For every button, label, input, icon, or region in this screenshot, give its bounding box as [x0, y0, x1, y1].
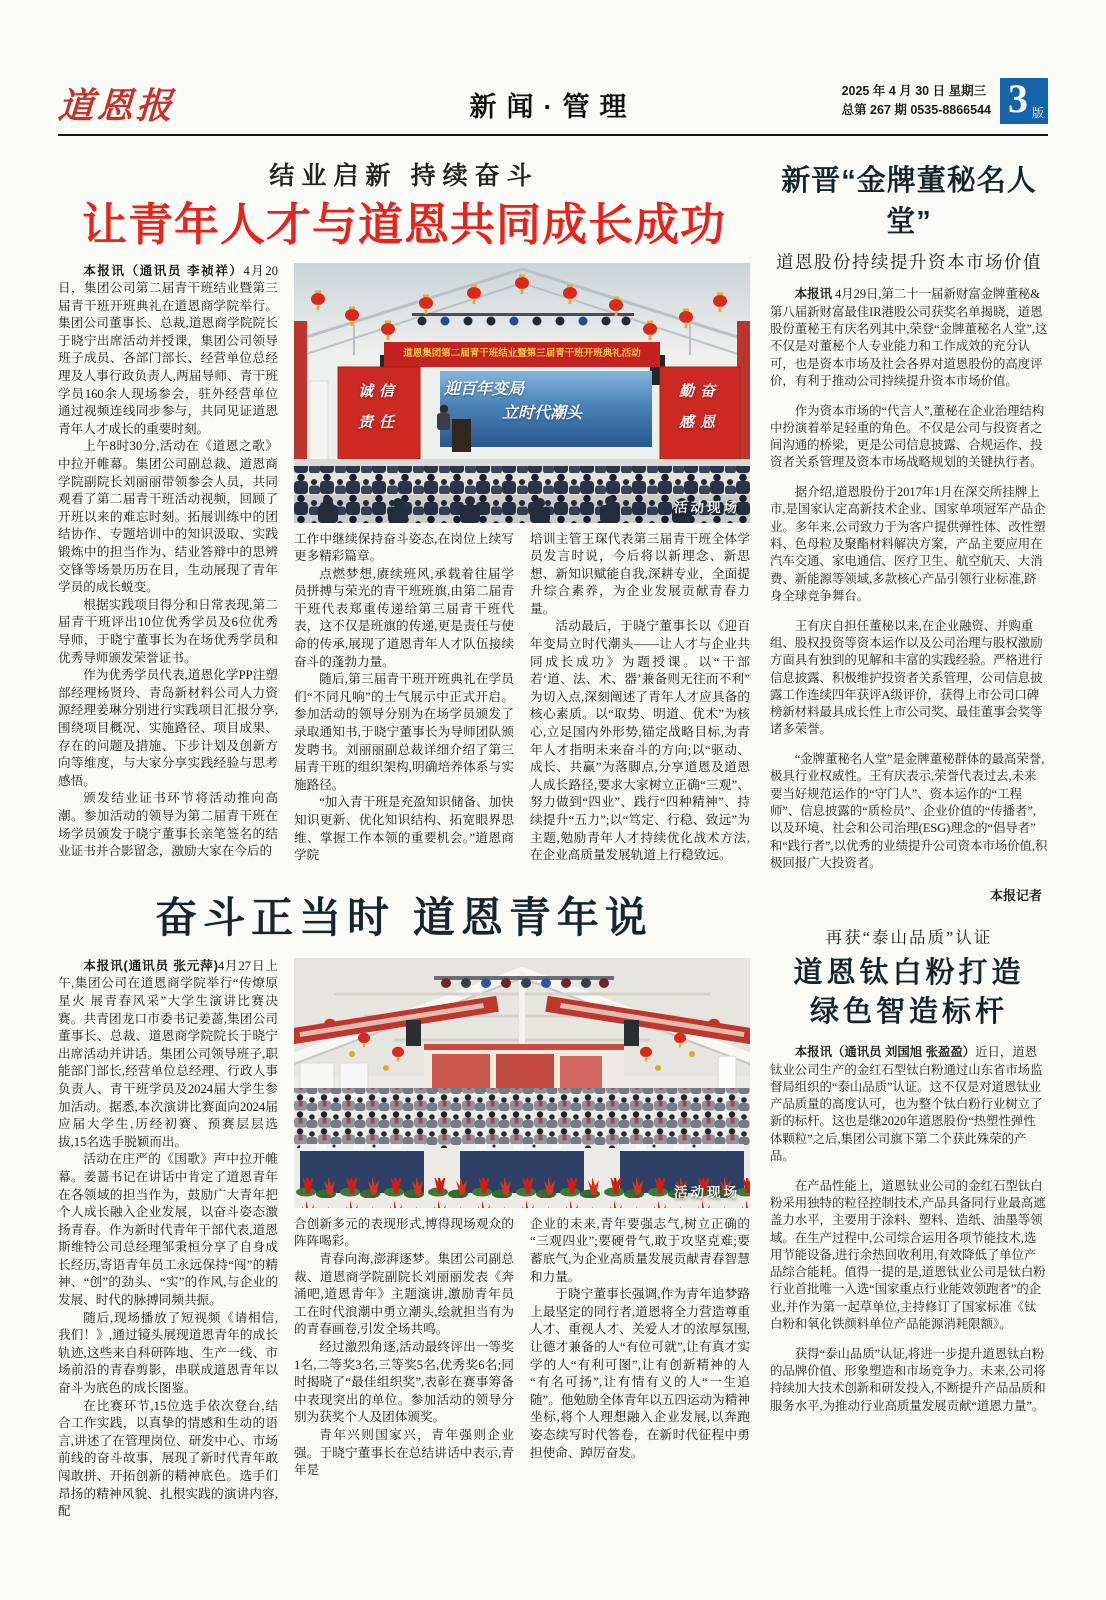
issue-line: 总第 267 期 0535-8866544	[841, 103, 991, 117]
sidebar1-subhead: 道恩股份持续提升资本市场价值	[776, 252, 1042, 272]
contest-photo	[294, 958, 750, 1208]
page-number-box	[1000, 78, 1048, 124]
contest-photo-art	[294, 958, 750, 1208]
stage-panel-left-text	[339, 377, 419, 440]
article1-body	[58, 263, 750, 865]
article1-header	[58, 156, 750, 250]
paragraph: 在产品性能上，道恩钛业公司的金红石型钛白粉采用独特的粒径控制技术,产品具备同行业最高遮盖力水平，主要用于涂料、塑料、造纸、油墨等领域。在生产过程中,公司综合运用各项节能技术,选用节能设备,进行余热回收利用,有效降低了单位产品综合能耗。值得一提的是,道恩钛业公司是钛白粉行业首批唯一入选“国家重点行业能效领跑者”的企业,并作为第一起草单位,主持修订了国家标准《钛白粉和氧化铁颜料单位产品能源消耗限额》。	[770, 1178, 1046, 1332]
paragraph: 随后,第三届青干班开班典礼在学员们“不同凡响”的士气展示中正式开启。参加活动的领导分别为在场学员颁发了录取通知书,于晓宁董事长为导师团队颁发聘书。刘丽丽副总裁详细介绍了第三届青干班的组织架构,明确培养体系与实施路径。	[294, 672, 514, 792]
panel-left-line2: 责任	[357, 415, 400, 431]
paragraph: “金牌董秘名人堂”是金牌董秘群体的最高荣誉,极具行业权威性。王有庆表示,荣誉代表过去,未来要当好规范运作的“守门人”、资本运作的“工程师”、信息披露的“质检员”、企业价值的“传播者”,以及环境、社会和公司治理(ESG)理念的“倡导者”和“践行者”,以优秀的业绩提升公司资本市场价值,积极回报广大投资者。	[770, 752, 1048, 870]
paragraph: 在比赛环节,15位选手依次登台,结合工作实践，以真挚的情感和生动的语言,讲述了在管理岗位、研发中心、市场前线的奋斗故事，展现了新时代青年敢闯敢拼、开拓创新的精神底色。选手们昂扬的精神风貌、扎根实践的演讲内容,配	[58, 1398, 278, 1519]
issue-block	[842, 78, 1048, 124]
stage-banner-text: 道恩集团第二届青干班结业暨第三届青干班开班典礼活动	[403, 347, 641, 359]
paragraph: 培训主管王琛代表第三届青干班全体学员发言时说，今后将以新理念、新思想、新知识赋能自我,深耕专业，全面提升综合素养，为企业发展贡献青春力量。	[530, 531, 750, 616]
article1-col1	[58, 263, 278, 865]
paragraph: 上午8时30分,活动在《道恩之歌》中拉开帷幕。集团公司副总裁、道恩商学院副院长刘丽丽带领参会人员，共同观看了第二届青干班活动视频，回顾了开班以来的难忘时刻。拓展训练中的团结协作、专题培训中的知识汲取、实践锻炼中的担当作为、结业答辩中的思辨交锋等场景历历在目，生动展现了青年学员的成长蜕变。	[58, 439, 278, 595]
paragraph: 根据实践项目得分和日常表现,第二届青干班评出10位优秀学员及6位优秀导师，于晓宁董事长为在场优秀学员和优秀导师颁发荣誉证书。	[58, 597, 278, 665]
paragraph: 作为优秀学员代表,道恩化学PP注塑部经理杨贤玲、青岛新材料公司人力资源经理姜琳分别进行实践项目汇报分享,围绕项目概况、实施路径、项目成果、存在的问题及措施、下步计划及创新方向等维度，与大家分享实践经验与思考感悟。	[58, 668, 278, 788]
sidebar2-kicker: 再获“泰山品质”认证	[825, 927, 993, 947]
photo1-caption: 活动现场	[674, 499, 740, 515]
screen-line2: 立时代潮头	[502, 405, 583, 423]
sidebar1-headline: 新晋“金牌董秘名人堂”	[781, 165, 1037, 238]
paragraph: 获得“泰山品质”认证,将进一步提升道恩钛白粉的品牌价值、形象塑造和市场竞争力。未来,公司将持续加大技术创新和研发投入,不断提升产品品质和服务水平,为推动行业高质量发展贡献“道恩力量”。	[770, 1346, 1046, 1413]
paragraph: 颁发结业证书环节将活动推向高潮。参加活动的领导为第二届青干班在场学员颁发于晓宁董事长亲笔签名的结业证书并合影留念，激励大家在今后的	[58, 791, 278, 859]
sidebar2-body	[770, 1044, 1048, 1415]
paragraph: 本报讯(通讯员 张元萍)4月27日上午,集团公司在道恩商学院举行“传燎原星火 展青春风采”大学生演讲比赛决赛。共青团龙口市委书记姜蔷,集团公司董事长、总裁、道恩商学院院长于晓宁出席活动并讲话。集团公司领导班子,职能部门部长,经营单位总经理、行政人事负责人、青干班学员及2024届大学生参加活动。据悉,本次演讲比赛面向2024届应届大学生,历经初赛、预赛层层选拔,15名选手脱颖而出。	[58, 958, 279, 1149]
sidebar2-headline-line1: 道恩钛白粉打造	[793, 956, 1025, 989]
paragraph: “加入青干班是充盈知识储备、加快知识更新、优化知识结构、拓宽眼界思维、掌握工作本领的重要机会。”道恩商学院	[294, 795, 514, 863]
article1-headline: 让青年人才与道恩共同成长成功	[81, 199, 726, 250]
paragraph: 经过激烈角逐,活动最终评出一等奖1名,二等奖3名,三等奖5名,优秀奖6名;同时揭晓了“最佳组织奖”,表彰在赛事筹备中表现突出的单位。参加活动的领导分别为获奖个人及团体颁奖。	[294, 1339, 514, 1425]
date-line: 2025 年 4 月 30 日 星期三	[841, 83, 987, 98]
sidebar1-body	[770, 286, 1048, 872]
paragraph: 本报讯（通讯员 刘国旭 张盈盈）近日，道恩钛业公司生产的金红石型钛白粉通过山东省市场监督局组织的“泰山品质”认证。这不仅是对道恩钛业产品质量的高度认可，也为整个钛白粉行业树立了新的标杆。这也是继2020年道恩股份“热塑性弹性体颗粒”之后,集团公司旗下第二个获此殊荣的产品。	[770, 1045, 1043, 1163]
panel-right-line1: 勤奋	[678, 383, 721, 400]
article2-photo-and-cols	[294, 958, 750, 1521]
sidebar1-byline: 本报记者	[989, 887, 1042, 903]
article1-col2	[294, 531, 514, 865]
stage-panel-right-text	[660, 377, 740, 440]
article1-photo-and-cols	[294, 263, 750, 865]
paragraph: 青年兴则国家兴，青年强则企业强。于晓宁董事长在总结讲话中表示,青年是	[294, 1427, 514, 1478]
paragraph: 合创新多元的表现形式,博得现场观众的阵阵喝彩。	[294, 1216, 514, 1249]
article2-headline: 奋斗正当时 道恩青年说	[155, 893, 653, 941]
article2-col1	[58, 958, 278, 1521]
screen-line1: 迎百年变局	[444, 380, 525, 398]
audience-crowd	[294, 1088, 750, 1148]
photo2-caption: 活动现场	[674, 1184, 740, 1200]
article2-col2	[294, 1216, 514, 1480]
paragraph: 本报讯 4月29日,第二十一届新财富金牌董秘&第八届新财富最佳IR港股公司获奖名单揭晓，道恩股份董秘王有庆名列其中,荣登“金牌董秘名人堂”,这不仅是对董秘个人专业能力和工作成效的充分认可，也是资本市场及社会各界对道恩股份的高度评价，有利于推动公司持续提升资本市场价值。	[770, 287, 1048, 388]
main-column	[58, 150, 750, 1521]
section-title: 新闻·管理	[469, 92, 637, 122]
paragraph: 随后,现场播放了短视频《请相信,我们！》,通过镜头展现道恩青年的成长轨迹,这些来自科研阵地、生产一线、市场前沿的青春剪影，串联成道恩青年以奋斗为底色的成长图鉴。	[58, 1310, 278, 1396]
sidebar2-headline	[770, 954, 1048, 1032]
paragraph: 活动最后，于晓宁董事长以《迎百年变局立时代潮头——让人才与企业共同成长成功》为题授课。以“干部若‘道、法、术、器’兼备则无往而不利”为切入点,深刻阐述了青年人才应具备的核心素质。以“取势、明道、优术”为核心,立足国内外形势,锚定战略目标,为青年人才指明未来奋斗的方向;以“驱动、成长、共赢”为落脚点,分享道恩及道恩人成长路径,要求大家树立正确“三观”、努力做到“四业”、践行“四种精神”、持续提升“五力”;以“笃定、行稳、致远”为主题,勉励青年人才持续优化战术方法,在企业高质量发展轨道上行稳致远。	[530, 619, 750, 863]
paragraph: 活动在庄严的《国歌》声中拉开帷幕。姜蔷书记在讲话中肯定了道恩青年在各领域的担当作为，鼓励广大青年把个人成长融入企业发展，以奋斗姿态激扬青春。作为新时代青年干部代表,道恩斯维特公司总经理邹秉桓分享了自身成长经历,寄语青年员工永远保持“闯”的精神、“创”的劲头、“实”的作风,与企业的发展、时代的脉搏同频共振。	[58, 1152, 278, 1308]
paragraph: 点燃梦想,赓续班风,承载着往届学员拼搏与荣光的青干班班旗,由第二届青干班代表郑重传递给第三届青干班代表，这不仅是班旗的传递,更是责任与使命的传承,展现了道恩青年人才队伍接续奋斗的蓬勃力量。	[294, 566, 514, 669]
page-number: 3	[1008, 76, 1028, 121]
sidebar2-headline-line2: 绿色智造标杆	[809, 995, 1008, 1028]
paragraph: 作为资本市场的“代言人”,董秘在企业治理结构中扮演着举足轻重的角色。不仅是公司与投资者之间沟通的桥梁，更是公司信息披露、合规运作、投资者关系管理及资本市场战略规划的关键执行者。	[770, 403, 1045, 470]
panel-right-line2: 感恩	[678, 415, 721, 431]
paragraph: 本报讯（通讯员 李祯祥）4月20日，集团公司第二届青干班结业暨第三届青干班开班典礼在道恩商学院举行。集团公司董事长、总裁,道恩商学院院长于晓宁出席活动并授课，集团公司领导班子成员、各部门部长、经营单位总经理及人事行政负责人,两届导师、青干班学员160余人现场参会，驻外经营单位通过视频连线同步参与，共同见证道恩青年人才成长的重要时刻。	[58, 263, 279, 436]
issue-lines	[842, 82, 991, 121]
paragraph: 青春向海,澎湃逐梦。集团公司副总裁、道恩商学院副院长刘丽丽发表《奔涌吧,道恩青年》主题演讲,激励青年员工在时代浪潮中勇立潮头,绘就担当有为的青春画卷,引发全场共鸣。	[294, 1251, 514, 1337]
article2-body	[58, 958, 750, 1521]
paragraph: 王有庆自担任董秘以来,在企业融资、并购重组、股权投资等资本运作以及公司治理与股权激励方面具有独到的见解和丰富的实践经验。严格进行信息披露、积极维护投资者关系管理，公司信息披露工作连续四年获评A级评价，获得上市公司口碑榜新材料最具成长性上市公司奖、最佳董事会奖等诸多荣誉。	[770, 618, 1043, 737]
sidebar1-header	[770, 158, 1048, 274]
page-number-label: 版	[1031, 106, 1044, 120]
conference-photo	[294, 263, 750, 523]
side-column	[770, 150, 1048, 1521]
stage-screen-text	[444, 378, 650, 428]
masthead	[58, 0, 1048, 136]
paragraph: 于晓宁董事长强调,作为青年追梦路上最坚定的同行者,道恩将全力营造尊重人才、重视人才、关爱人才的浓厚氛围,让德才兼备的人“有位可就”,让有真才实学的人“有利可图”,让有创新精神的人“有名可扬”,让有情有义的人“一生追随”。他勉励全体青年以五四运动为精神坐标,将个人理想融入企业发展,以奔跑姿态续写时代答卷，在新时代征程中勇担使命、踔厉奋发。	[530, 1287, 750, 1460]
paragraph: 工作中继续保持奋斗姿态,在岗位上续写更多精彩篇章。	[294, 531, 514, 564]
newspaper-logo: 道恩报	[56, 86, 177, 126]
paragraph: 企业的未来,青年要强志气,树立正确的“三观四业”;要硬骨气,敢于攻坚克难;要蓄底气,为企业高质量发展贡献青春智慧和力量。	[530, 1216, 750, 1284]
article2-col3	[530, 1216, 750, 1480]
paragraph: 据介绍,道恩股份于2017年1月在深交所挂牌上市,是国家认定高新技术企业、国家单项冠军产品企业。多年来,公司致力于为客户提供弹性体、改性塑料、色母粒及聚酯材料解决方案，产品主要应用在汽车交通、家电通信、医疗卫生、航空航天、大消费、新能源等领域,多款核心产品引领行业标准,跻身全球竞争舞台。	[770, 485, 1046, 603]
panel-left-line1: 诚信	[357, 383, 400, 400]
article1-kicker: 结业启新 持续奋斗	[269, 163, 539, 190]
article1-col3	[530, 531, 750, 865]
